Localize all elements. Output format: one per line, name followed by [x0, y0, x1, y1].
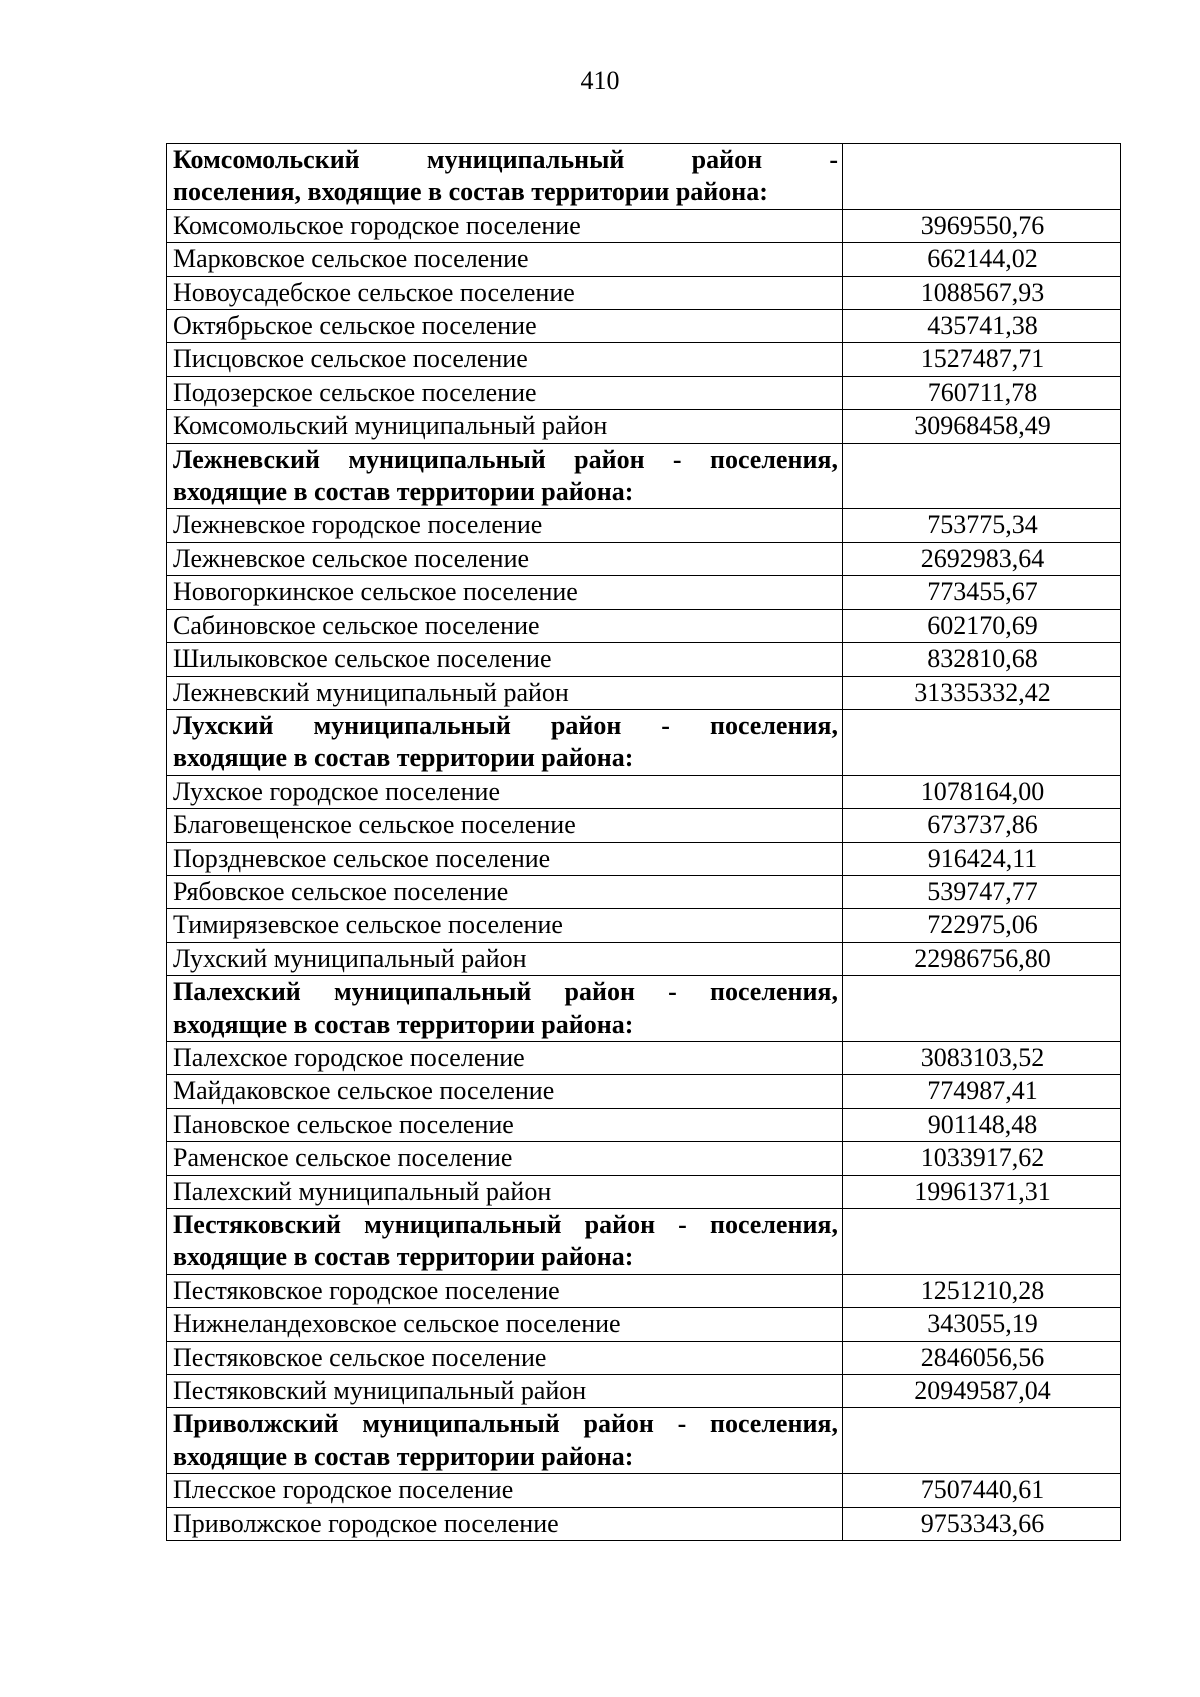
table-row: [167, 676, 1121, 709]
table-cell-name: Лежневское сельское поселение: [167, 542, 843, 575]
table-cell-value: 539747,77: [843, 875, 1121, 908]
table-row: [167, 343, 1121, 376]
table-cell-value: 1251210,28: [843, 1274, 1121, 1307]
table-row: [167, 276, 1121, 309]
district-header-cell: [167, 1209, 843, 1275]
table-cell-name: Пестяковское сельское поселение: [167, 1341, 843, 1374]
table-cell-value: 2692983,64: [843, 542, 1121, 575]
table-cell-name: Плесское городское поселение: [167, 1474, 843, 1507]
district-header-line1: Пестяковский муниципальный район - поселения,: [173, 1210, 838, 1239]
table-cell-value: 673737,86: [843, 809, 1121, 842]
table-cell-value: 916424,11: [843, 842, 1121, 875]
table-cell-name: Лухский муниципальный район: [167, 942, 843, 975]
table-cell-name: Майдаковское сельское поселение: [167, 1075, 843, 1108]
table-cell-name: Лежневское городское поселение: [167, 509, 843, 542]
table-cell-value: [843, 709, 1121, 775]
district-header-line1: Приволжский муниципальный район - поселения,: [173, 1409, 838, 1439]
table-row: [167, 1274, 1121, 1307]
table-cell-name: Благовещенское сельское поселение: [167, 809, 843, 842]
district-header-line2: входящие в состав территории района:: [173, 477, 634, 507]
table-row: [167, 209, 1121, 242]
district-header-row: [167, 144, 1121, 210]
table-row: [167, 542, 1121, 575]
table-cell-name: Комсомольское городское поселение: [167, 209, 843, 242]
table-cell-value: [843, 1408, 1121, 1474]
table-cell-name: Палехский муниципальный район: [167, 1175, 843, 1208]
table-row: [167, 775, 1121, 808]
settlements-table: [166, 143, 1121, 1541]
table-row: [167, 1108, 1121, 1141]
table-row: [167, 875, 1121, 908]
table-cell-value: 22986756,80: [843, 942, 1121, 975]
table-cell-value: 753775,34: [843, 509, 1121, 542]
table-cell-name: Марковское сельское поселение: [167, 243, 843, 276]
table-row: [167, 1142, 1121, 1175]
district-header-line2: поселения, входящие в состав территории района:: [173, 177, 768, 207]
district-header-cell: [167, 709, 843, 775]
table-row: [167, 909, 1121, 942]
table-cell-value: [843, 144, 1121, 210]
table-row: [167, 809, 1121, 842]
table-cell-value: 2846056,56: [843, 1341, 1121, 1374]
table-cell-value: 20949587,04: [843, 1375, 1121, 1408]
table-cell-value: 832810,68: [843, 643, 1121, 676]
table-cell-value: 662144,02: [843, 243, 1121, 276]
table-cell-value: 901148,48: [843, 1108, 1121, 1141]
table-row: [167, 1175, 1121, 1208]
table-cell-name: Сабиновское сельское поселение: [167, 609, 843, 642]
table-cell-name: Нижнеландеховское сельское поселение: [167, 1308, 843, 1341]
table-cell-name: Подозерское сельское поселение: [167, 376, 843, 409]
district-header-line2: входящие в состав территории района:: [173, 1242, 634, 1272]
table-row: [167, 1341, 1121, 1374]
table-cell-value: 7507440,61: [843, 1474, 1121, 1507]
table-cell-name: Новоусадебское сельское поселение: [167, 276, 843, 309]
page-number: 410: [580, 66, 620, 95]
table-body: [167, 144, 1121, 1541]
table-cell-name: Шилыковское сельское поселение: [167, 643, 843, 676]
table-row: [167, 1308, 1121, 1341]
table-cell-name: Рябовское сельское поселение: [167, 875, 843, 908]
district-header-line1: Лухский муниципальный район - поселения,: [173, 710, 838, 740]
district-header-line1: Палехский муниципальный район - поселения,: [173, 977, 838, 1007]
district-header-row: [167, 443, 1121, 509]
table-row: [167, 1041, 1121, 1074]
table-cell-value: 774987,41: [843, 1075, 1121, 1108]
table-cell-name: Приволжское городское поселение: [167, 1507, 843, 1540]
table-cell-value: [843, 443, 1121, 509]
table-row: [167, 942, 1121, 975]
table-row: [167, 576, 1121, 609]
table-cell-name: Порздневское сельское поселение: [167, 842, 843, 875]
table-cell-value: 722975,06: [843, 909, 1121, 942]
district-header-row: [167, 709, 1121, 775]
table-cell-value: 3969550,76: [843, 209, 1121, 242]
district-header-line1: Комсомольский муниципальный район -: [173, 145, 838, 174]
table-row: [167, 643, 1121, 676]
district-header-line2: входящие в состав территории района:: [173, 743, 634, 773]
table-row: [167, 509, 1121, 542]
table-cell-name: Новогоркинское сельское поселение: [167, 576, 843, 609]
table-cell-name: Пестяковский муниципальный район: [167, 1375, 843, 1408]
table-cell-name: Пановское сельское поселение: [167, 1108, 843, 1141]
district-header-line2: входящие в состав территории района:: [173, 1009, 634, 1039]
table-row: [167, 842, 1121, 875]
table-row: [167, 1474, 1121, 1507]
table-row: [167, 310, 1121, 343]
table-cell-value: 9753343,66: [843, 1507, 1121, 1540]
table-cell-value: 19961371,31: [843, 1175, 1121, 1208]
table-cell-name: Пестяковское городское поселение: [167, 1274, 843, 1307]
table-cell-name: Писцовское сельское поселение: [167, 343, 843, 376]
district-header-cell: [167, 144, 843, 210]
table-cell-value: 31335332,42: [843, 676, 1121, 709]
table-row: [167, 1507, 1121, 1540]
table-cell-value: 343055,19: [843, 1308, 1121, 1341]
table-cell-value: 435741,38: [843, 310, 1121, 343]
table-cell-value: 1078164,00: [843, 775, 1121, 808]
table-cell-value: [843, 976, 1121, 1042]
district-header-cell: [167, 976, 843, 1042]
district-header-cell: [167, 443, 843, 509]
table-cell-name: Лухское городское поселение: [167, 775, 843, 808]
table-cell-value: 760711,78: [843, 376, 1121, 409]
table-row: [167, 376, 1121, 409]
table-cell-value: 1527487,71: [843, 343, 1121, 376]
table-cell-value: 773455,67: [843, 576, 1121, 609]
table-cell-value: 3083103,52: [843, 1041, 1121, 1074]
district-header-line2: входящие в состав территории района:: [173, 1441, 634, 1471]
table-cell-name: Лежневский муниципальный район: [167, 676, 843, 709]
table-row: [167, 609, 1121, 642]
table-cell-name: Палехское городское поселение: [167, 1041, 843, 1074]
district-header-row: [167, 976, 1121, 1042]
district-header-row: [167, 1209, 1121, 1275]
district-header-line1: Лежневский муниципальный район - поселения,: [173, 444, 838, 474]
district-header-row: [167, 1408, 1121, 1474]
table-cell-value: 30968458,49: [843, 410, 1121, 443]
table-row: [167, 1375, 1121, 1408]
table-cell-name: Комсомольский муниципальный район: [167, 410, 843, 443]
table-row: [167, 1075, 1121, 1108]
table-cell-value: 602170,69: [843, 609, 1121, 642]
district-header-cell: [167, 1408, 843, 1474]
table-cell-name: Раменское сельское поселение: [167, 1142, 843, 1175]
table-row: [167, 243, 1121, 276]
table-cell-value: 1033917,62: [843, 1142, 1121, 1175]
table-cell-value: [843, 1209, 1121, 1275]
table-cell-value: 1088567,93: [843, 276, 1121, 309]
table-cell-name: Тимирязевское сельское поселение: [167, 909, 843, 942]
table-cell-name: Октябрьское сельское поселение: [167, 310, 843, 343]
table-row: [167, 410, 1121, 443]
